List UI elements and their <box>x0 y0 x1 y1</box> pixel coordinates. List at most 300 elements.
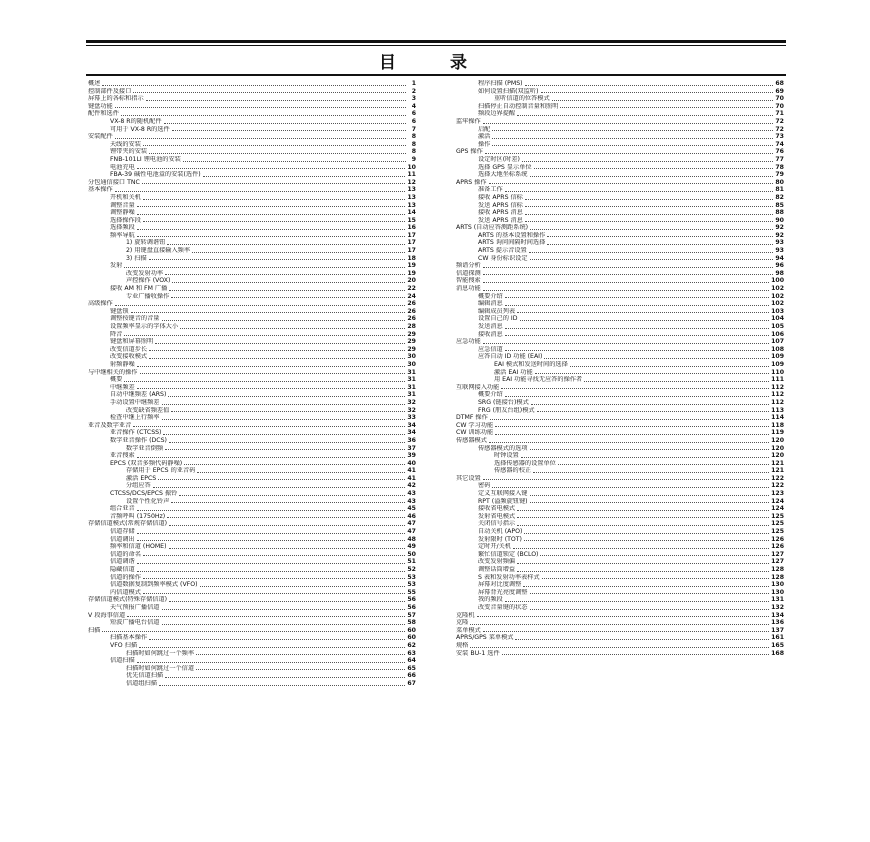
toc-leader-dots <box>179 495 405 496</box>
toc-leader-dots <box>537 411 770 412</box>
toc-leader-dots <box>505 297 769 298</box>
toc-leader-dots <box>137 563 406 564</box>
toc-leader-dots <box>133 92 406 93</box>
toc-leader-dots <box>171 502 405 503</box>
toc-entry-title: 信道的命名 <box>110 550 141 558</box>
toc-entry-title: 改变发射功率 <box>126 269 164 277</box>
toc-entry <box>88 384 416 392</box>
toc-entry-title: 菜单模式 <box>456 626 481 634</box>
toc-leader-dots <box>492 130 773 131</box>
toc-entry <box>88 566 416 574</box>
toc-entry-title: 频率导航 <box>110 231 135 239</box>
toc-leader-dots <box>502 654 769 655</box>
toc-entry-title: S 表和发射功率表样式 <box>478 573 540 581</box>
toc-entry <box>456 209 784 217</box>
toc-entry <box>88 612 416 620</box>
toc-leader-dots <box>489 442 769 443</box>
toc-leader-dots <box>558 464 769 465</box>
toc-entry-title: 键盘功能 <box>88 102 113 110</box>
toc-leader-dots <box>517 115 773 116</box>
toc-leader-dots <box>137 540 406 541</box>
toc-page-number: 6 <box>411 117 416 125</box>
toc-entry-title: 应急信道 <box>478 345 503 353</box>
toc-page-number: 32 <box>407 406 416 414</box>
toc-entry <box>456 619 784 627</box>
toc-page-number: 130 <box>771 588 784 596</box>
toc-leader-dots <box>470 647 769 648</box>
toc-page-number: 102 <box>771 300 784 308</box>
toc-entry-title: APRS 操作 <box>456 178 487 186</box>
toc-leader-dots <box>183 161 406 162</box>
toc-page-number: 17 <box>407 231 416 239</box>
toc-page-number: 24 <box>407 292 416 300</box>
toc-entry-title: 亚音操作 (CTCSS) <box>110 429 162 437</box>
toc-page-number: 50 <box>407 550 416 558</box>
toc-leader-dots <box>517 571 769 572</box>
toc-entry-title: 选择大地坐标系统 <box>478 171 528 179</box>
toc-page-number: 55 <box>407 588 416 596</box>
toc-entry-title: 概要 <box>110 376 123 384</box>
toc-leader-dots <box>505 335 769 336</box>
toc-entry-title: 扫描 <box>88 626 101 634</box>
toc-entry-title: 启配 <box>478 125 491 133</box>
toc-page-number: 108 <box>771 345 784 353</box>
toc-entry <box>456 490 784 498</box>
toc-leader-dots <box>517 312 769 313</box>
toc-leader-dots <box>162 419 406 420</box>
toc-leader-dots <box>524 533 769 534</box>
toc-entry-title: 存储信道模式(特殊存储信道) <box>88 596 168 604</box>
toc-entry <box>456 581 784 589</box>
toc-page-number: 9 <box>411 155 416 163</box>
toc-entry <box>456 399 784 407</box>
toc-entry-title: 亚音搜索 <box>110 452 135 460</box>
toc-entry-title: 发送消息 <box>478 323 503 330</box>
toc-entry <box>88 505 416 513</box>
toc-page-number: 30 <box>407 353 416 361</box>
toc-page-number: 123 <box>771 490 784 498</box>
toc-entry <box>88 346 416 354</box>
toc-entry <box>88 634 416 642</box>
toc-entry-title: 内信道模式 <box>110 588 141 596</box>
toc-page-number: 12 <box>407 178 416 186</box>
toc-entry-title: 锂带夹的安装 <box>110 148 148 156</box>
toc-entry-title: 安装 BU-1 选件 <box>456 649 500 657</box>
toc-entry <box>456 133 784 141</box>
toc-leader-dots <box>200 586 406 587</box>
toc-leader-dots <box>127 616 405 617</box>
toc-leader-dots <box>143 555 405 556</box>
toc-leader-dots <box>169 601 405 602</box>
toc-entry <box>88 672 416 680</box>
toc-page-number: 8 <box>411 148 416 156</box>
toc-entry <box>88 650 416 658</box>
toc-entry <box>456 353 784 361</box>
toc-page-number: 88 <box>775 209 784 217</box>
toc-page-number: 111 <box>771 376 784 384</box>
toc-page-number: 41 <box>407 474 416 482</box>
toc-leader-dots <box>560 107 773 108</box>
toc-entry <box>456 604 784 612</box>
toc-page-number: 15 <box>407 216 416 224</box>
toc-leader-dots <box>167 244 405 245</box>
toc-leader-dots <box>133 426 405 427</box>
toc-entry-title: 屏幕上的各标和指示 <box>88 95 144 103</box>
toc-leader-dots <box>184 464 405 465</box>
toc-entry <box>456 482 784 490</box>
toc-leader-dots <box>171 297 405 298</box>
toc-entry <box>88 445 416 453</box>
toc-entry-title: 存储用于 EPCS 的亚音码 <box>126 467 196 475</box>
toc-entry <box>456 566 784 574</box>
title-underline <box>86 74 786 76</box>
toc-entry-title: 我的频段 <box>478 596 503 604</box>
toc-entry <box>88 422 416 430</box>
toc-page-number: 13 <box>407 186 416 194</box>
toc-leader-dots <box>115 191 406 192</box>
toc-leader-dots <box>530 229 773 230</box>
toc-entry-title: 接收 APRS 信标 <box>478 193 523 201</box>
toc-leader-dots <box>142 183 406 184</box>
toc-entry <box>456 437 784 445</box>
toc-entry <box>456 80 784 88</box>
toc-entry <box>88 581 416 589</box>
toc-entry <box>88 293 416 301</box>
toc-page-number: 17 <box>407 247 416 255</box>
toc-page-number: 22 <box>407 285 416 293</box>
toc-leader-dots <box>520 320 770 321</box>
toc-page-number: 122 <box>771 474 784 482</box>
toc-page-number: 131 <box>771 596 784 604</box>
toc-entry <box>456 520 784 528</box>
toc-entry <box>456 391 784 399</box>
toc-leader-dots <box>137 510 406 511</box>
toc-entry-title: 安装配件 <box>88 133 113 141</box>
toc-page-number: 113 <box>771 406 784 414</box>
toc-page-number: 90 <box>775 216 784 224</box>
toc-leader-dots <box>124 267 405 268</box>
toc-entry <box>88 407 416 415</box>
toc-leader-dots <box>517 517 769 518</box>
toc-entry-title: ARTS 的基本设置和操作 <box>478 231 546 239</box>
toc-leader-dots <box>483 123 774 124</box>
toc-page-number: 137 <box>771 626 784 634</box>
toc-leader-dots <box>155 343 405 344</box>
toc-page-number: 53 <box>407 573 416 581</box>
toc-leader-dots <box>115 138 406 139</box>
toc-entry <box>456 612 784 620</box>
toc-leader-dots <box>169 548 406 549</box>
toc-entry <box>456 293 784 301</box>
toc-leader-dots <box>483 274 774 275</box>
toc-page-number: 92 <box>775 224 784 232</box>
toc-page-number: 39 <box>407 452 416 460</box>
toc-entry-title: CW 学习功能 <box>456 421 494 429</box>
toc-entry-title: 调整音量 <box>110 201 135 209</box>
toc-leader-dots <box>169 525 405 526</box>
toc-page-number: 34 <box>407 421 416 429</box>
toc-entry-title: 1) 旋转调谐钮 <box>126 239 166 247</box>
toc-leader-dots <box>137 457 406 458</box>
toc-leader-dots <box>492 487 769 488</box>
toc-entry-title: 概要介绍 <box>478 292 503 300</box>
toc-entry <box>88 209 416 217</box>
toc-page-number: 120 <box>771 452 784 460</box>
toc-entry-title: 改变信道步长 <box>110 345 148 353</box>
toc-entry <box>456 277 784 285</box>
toc-leader-dots <box>165 274 405 275</box>
toc-entry-title: 应急功能 <box>456 338 481 346</box>
toc-entry <box>456 171 784 179</box>
toc-entry-title: 检查中继上行频率 <box>110 414 160 422</box>
toc-leader-dots <box>143 221 405 222</box>
toc-page-number: 103 <box>771 307 784 315</box>
toc-entry-title: 频谱分析 <box>456 262 481 270</box>
toc-entry <box>88 331 416 339</box>
toc-leader-dots <box>530 176 774 177</box>
toc-entry <box>456 475 784 483</box>
toc-leader-dots <box>477 616 770 617</box>
toc-leader-dots <box>505 350 769 351</box>
toc-entry <box>88 110 416 118</box>
toc-page-number: 81 <box>775 186 784 194</box>
toc-page-number: 107 <box>771 338 784 346</box>
toc-entry <box>456 202 784 210</box>
toc-leader-dots <box>137 533 406 534</box>
toc-page-number: 2 <box>411 87 416 95</box>
toc-entry-title: 其它设置 <box>456 474 481 482</box>
toc-leader-dots <box>196 654 405 655</box>
toc-entry-title: 控制部件及接口 <box>88 87 132 95</box>
toc-page-number: 1 <box>411 80 416 87</box>
toc-entry <box>88 80 416 88</box>
toc-entry <box>456 141 784 149</box>
toc-page-number: 125 <box>771 520 784 528</box>
toc-entry <box>456 217 784 225</box>
toc-entry-title: EPCS (双音多频代码静噪) <box>110 459 183 467</box>
toc-entry <box>456 429 784 437</box>
toc-entry-title: 激活 EPCS <box>126 474 157 482</box>
toc-page-number: 132 <box>771 603 784 611</box>
toc-page-number: 105 <box>771 323 784 330</box>
toc-entry <box>88 596 416 604</box>
toc-entry-title: 信道扫描 <box>110 657 135 665</box>
toc-entry <box>456 414 784 422</box>
toc-entry <box>88 490 416 498</box>
toc-entry <box>456 467 784 475</box>
toc-entry-title: 发送 APRS 信标 <box>478 201 523 209</box>
toc-leader-dots <box>490 419 769 420</box>
toc-entry <box>456 338 784 346</box>
toc-page-number: 36 <box>407 436 416 444</box>
toc-page-number: 40 <box>407 459 416 467</box>
toc-leader-dots <box>530 502 770 503</box>
toc-entry <box>456 110 784 118</box>
toc-leader-dots <box>531 404 769 405</box>
toc-leader-dots <box>162 624 406 625</box>
toc-entry <box>456 308 784 316</box>
toc-entry-title: 电池充电 <box>110 163 135 171</box>
toc-leader-dots <box>530 259 774 260</box>
toc-entry <box>456 186 784 194</box>
toc-page-number: 134 <box>771 611 784 619</box>
toc-leader-dots <box>143 593 405 594</box>
toc-page-number: 94 <box>775 254 784 262</box>
toc-entry-title: 编辑消息 <box>478 300 503 308</box>
toc-page-number: 67 <box>407 679 416 687</box>
toc-entry <box>88 414 416 422</box>
toc-entry <box>88 194 416 202</box>
toc-leader-dots <box>149 639 405 640</box>
toc-page-number: 34 <box>407 429 416 437</box>
toc-entry <box>88 369 416 377</box>
toc-entry-title: 键盘和屏幕照明 <box>110 338 154 346</box>
toc-leader-dots <box>535 373 769 374</box>
toc-leader-dots <box>492 138 773 139</box>
toc-entry <box>456 179 784 187</box>
toc-entry-title: 手动设置中继频差 <box>110 398 160 406</box>
toc-entry <box>88 285 416 293</box>
toc-page-number: 125 <box>771 512 784 520</box>
toc-entry-title: 时钟设置 <box>494 452 519 460</box>
toc-entry <box>456 376 784 384</box>
toc-entry-title: 定时开/关机 <box>478 543 512 551</box>
toc-leader-dots <box>483 631 769 632</box>
toc-entry-title: 概要介绍 <box>478 391 503 399</box>
toc-entry-title: 天线的安装 <box>110 140 141 148</box>
toc-leader-dots <box>159 685 405 686</box>
toc-leader-dots <box>137 662 406 663</box>
toc-page-number: 60 <box>407 626 416 634</box>
toc-entry-title: 信道的操作 <box>110 573 141 581</box>
toc-leader-dots <box>137 366 406 367</box>
toc-page-number: 93 <box>775 247 784 255</box>
toc-page-number: 126 <box>771 543 784 551</box>
toc-page-number: 73 <box>775 133 784 141</box>
toc-page-number: 66 <box>407 672 416 680</box>
toc-leader-dots <box>525 199 774 200</box>
toc-leader-dots <box>137 168 406 169</box>
toc-entry <box>456 255 784 263</box>
toc-entry-title: 存储信道模式(常规存储信道) <box>88 520 168 528</box>
toc-page-number: 119 <box>771 429 784 437</box>
toc-leader-dots <box>171 411 405 412</box>
toc-leader-dots <box>162 609 406 610</box>
toc-entry <box>88 95 416 103</box>
toc-page-number: 58 <box>407 619 416 627</box>
toc-leader-dots <box>203 176 406 177</box>
toc-entry <box>88 148 416 156</box>
toc-leader-dots <box>143 578 405 579</box>
toc-entry-title: 克隆 <box>456 619 469 627</box>
toc-entry-title: 改变缺省频差值 <box>126 406 170 414</box>
toc-entry-title: 应答自动 ID 功能 (EAI) <box>478 353 543 361</box>
toc-leader-dots <box>124 335 405 336</box>
toc-entry <box>456 513 784 521</box>
toc-entry <box>88 323 416 331</box>
toc-page-number: 56 <box>407 596 416 604</box>
toc-entry <box>88 680 416 688</box>
toc-entry <box>456 634 784 642</box>
toc-entry-title: 改变接收模式 <box>110 353 148 361</box>
toc-entry <box>456 505 784 513</box>
toc-entry-title: V 段海事信道 <box>88 611 126 619</box>
toc-entry-title: 监牢操作 <box>456 117 481 125</box>
toc-page-number: 31 <box>407 391 416 399</box>
toc-entry-title: CW 身份标识设定 <box>478 254 528 262</box>
toc-page-number: 19 <box>407 269 416 277</box>
toc-leader-dots <box>115 305 406 306</box>
toc-leader-dots <box>197 472 405 473</box>
toc-entry-title: 发送 APRS 消息 <box>478 216 523 224</box>
toc-entry <box>88 247 416 255</box>
toc-leader-dots <box>505 396 769 397</box>
toc-entry-title: 数字亚音倒频 <box>126 444 164 452</box>
toc-page-number: 43 <box>407 497 416 505</box>
toc-entry <box>88 467 416 475</box>
toc-entry <box>88 126 416 134</box>
toc-entry-title: 信道调出 <box>110 535 135 543</box>
toc-entry <box>88 232 416 240</box>
toc-page-number: 112 <box>771 398 784 406</box>
toc-entry <box>88 277 416 285</box>
toc-page-number: 120 <box>771 436 784 444</box>
toc-entry-title: 频段边界提醒 <box>478 110 516 118</box>
toc-entry <box>88 498 416 506</box>
toc-leader-dots <box>483 290 769 291</box>
toc-entry-title: 定义互联网接入键 <box>478 490 528 498</box>
toc-page-number: 42 <box>407 482 416 490</box>
toc-page-number: 65 <box>407 664 416 672</box>
toc-entry <box>88 482 416 490</box>
toc-page-number: 30 <box>407 360 416 368</box>
toc-page-number: 126 <box>771 535 784 543</box>
toc-page-number: 56 <box>407 603 416 611</box>
toc-page-number: 71 <box>775 110 784 118</box>
toc-page-number: 57 <box>407 611 416 619</box>
toc-leader-dots <box>196 669 405 670</box>
toc-entry-title: 编辑成员列表 <box>478 307 516 315</box>
toc-leader-dots <box>485 153 774 154</box>
toc-page-number: 7 <box>411 125 416 133</box>
toc-entry-title: 接收省电模式 <box>478 505 516 513</box>
toc-entry-title: 激活 EAI 功能 <box>494 368 533 376</box>
toc-entry-title: 操作 <box>478 140 491 148</box>
toc-page-number: 62 <box>407 641 416 649</box>
toc-entry <box>456 239 784 247</box>
toc-entry <box>88 300 416 308</box>
toc-entry <box>88 118 416 126</box>
toc-entry-title: 2) 用键盘直接输入频率 <box>126 247 191 255</box>
toc-entry-title: 互联网接入功能 <box>456 383 500 391</box>
toc-leader-dots <box>102 85 406 86</box>
toc-entry-title: 扫描时如何跳过一个信道 <box>126 664 195 672</box>
toc-page-number: 124 <box>771 505 784 513</box>
toc-entry-title: 激活 <box>478 133 491 141</box>
toc-entry <box>456 164 784 172</box>
toc-entry <box>456 642 784 650</box>
toc-entry <box>88 156 416 164</box>
toc-page-number: 104 <box>771 315 784 323</box>
toc-page-number: 19 <box>407 262 416 270</box>
toc-entry <box>88 589 416 597</box>
toc-leader-dots <box>124 381 405 382</box>
toc-entry-title: 分组应答 <box>126 482 151 490</box>
toc-entry-title: 调整静噪 <box>110 209 135 217</box>
toc-page-number: 121 <box>771 467 784 475</box>
toc-page-number: 33 <box>407 414 416 422</box>
toc-entry <box>456 103 784 111</box>
